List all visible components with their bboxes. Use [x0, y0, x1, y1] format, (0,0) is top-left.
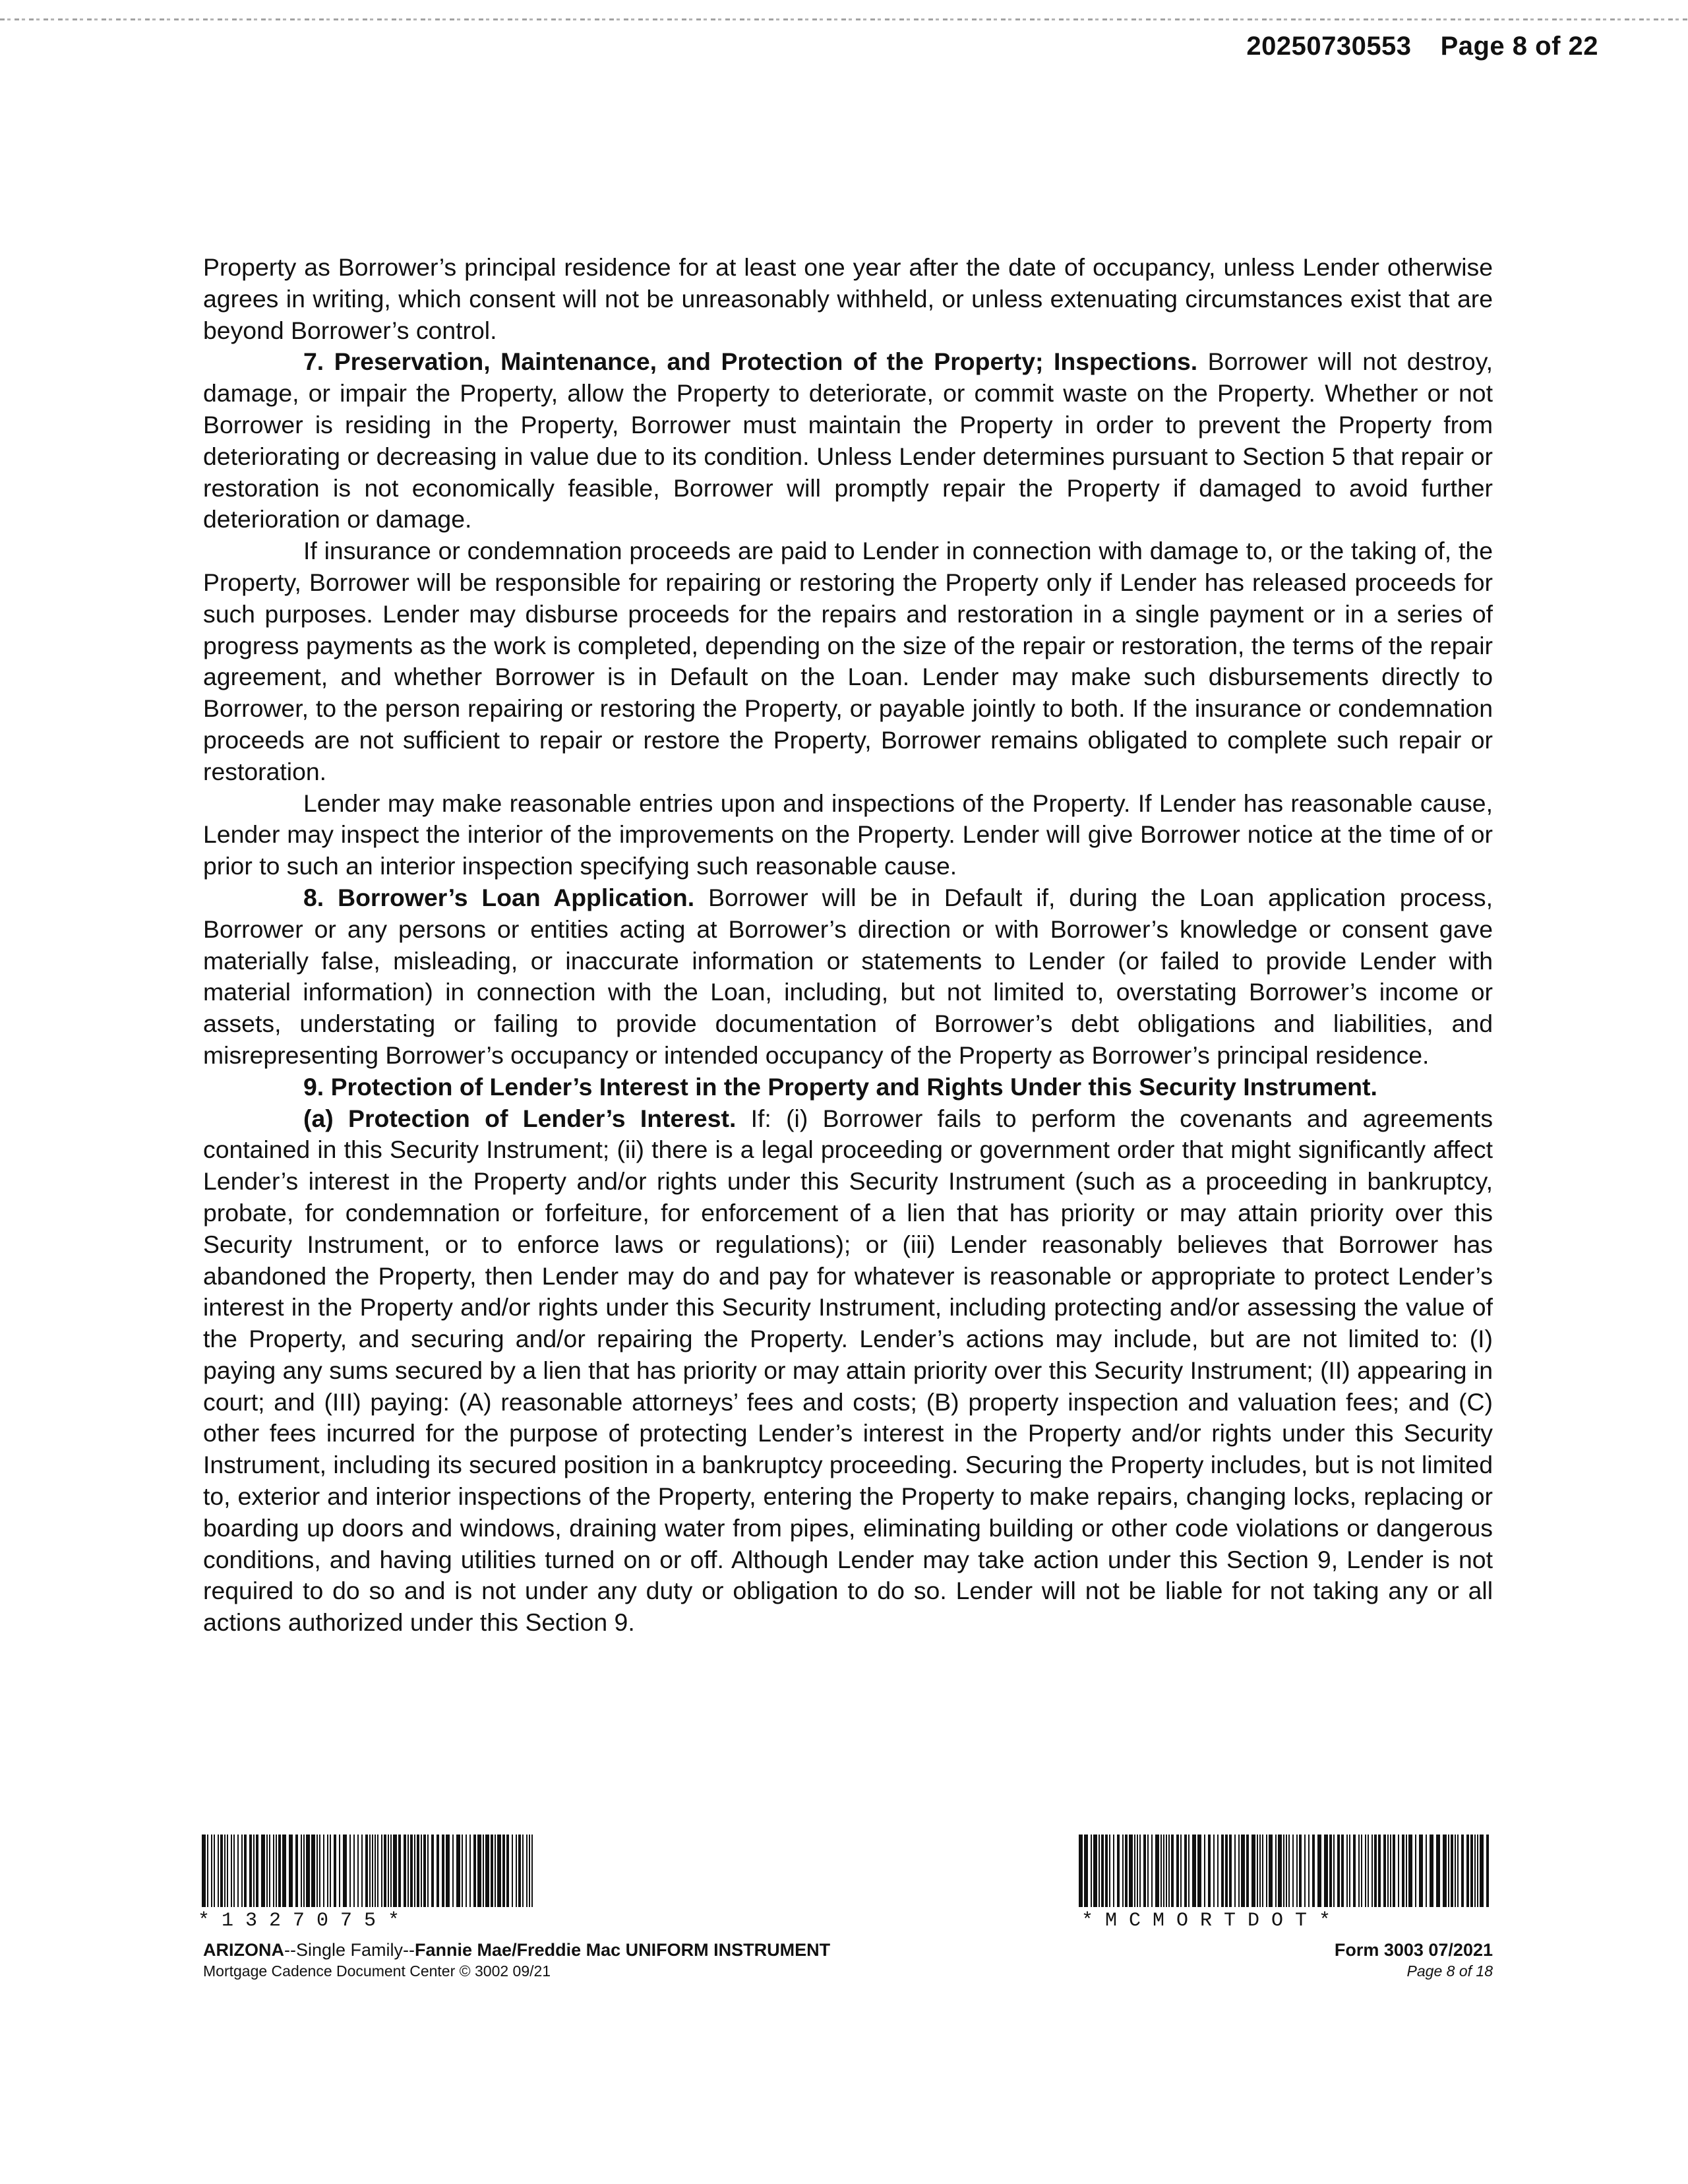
barcode-bar	[1390, 1835, 1391, 1907]
barcode-bar	[1269, 1835, 1273, 1907]
barcode-bar	[1176, 1835, 1179, 1907]
barcode-bar	[1139, 1835, 1141, 1907]
barcode-bar	[473, 1835, 476, 1907]
barcode-bar	[469, 1835, 471, 1907]
barcode-bar	[202, 1835, 206, 1907]
barcode-bar	[1147, 1835, 1149, 1907]
barcode-bar	[1251, 1835, 1255, 1907]
barcode-bar	[1241, 1835, 1245, 1907]
footer-property-type: --Single Family--	[284, 1940, 415, 1960]
barcode-bar	[357, 1835, 359, 1907]
barcode-bar	[404, 1835, 406, 1907]
barcode-bar	[1129, 1835, 1133, 1907]
barcode-bar	[1166, 1835, 1167, 1907]
barcode-bar	[1259, 1835, 1261, 1907]
barcode-bar	[361, 1835, 363, 1907]
barcode-bar	[1257, 1835, 1258, 1907]
barcode-bar	[1346, 1835, 1348, 1907]
barcode-bar	[1333, 1835, 1335, 1907]
barcode-bar	[1480, 1835, 1484, 1907]
footer-form-number: Form 3003 07/2021	[1334, 1940, 1493, 1960]
barcode-bar	[1134, 1835, 1135, 1907]
section-9a-text: If: (i) Borrower fails to perform the covenants and agreements contained in this Security Instrument; (ii) there is a legal proceeding or government order that might significantly affect Lender’s interest in the Property and/or rights under this Security Instrument (such as a proceeding in bankruptcy, probate, for condemnation or forfeiture, for enforcement of a lien that has priority or may attain priority over this Security Instrument, or to enforce laws or regulations); or (iii) Lender reasonably believes that Borrower has abandoned the Property, then Lender may do and pay for whatever is reasonable or appropriate to protect Lender’s interest in the Property and/or rights under this Security Instrument, including protecting and/or assessing the value of the Property, and securing and/or repairing the Property. Lender’s actions may include, but are not limited to: (I) paying any sums secured by a lien that has priority or may attain priority over this Security Instrument; (II) appearing in court; and (III) paying: (A) reasonable attorneys’ fees and costs; (B) property inspection and valuation fees; and (C) other fees incurred for the purpose of protecting Lender’s interest in the Property and/or rights under this Security Instrument, including its secured position in a bankruptcy proceeding. Securing the Property includes, but is not limited to, exterior and interior inspections of the Property, entering the Property to make repairs, changing locks, replacing or boarding up doors and windows, draining water from pipes, eliminating building or other code violations or dangerous conditions, and having utilities turned on or off. Although Lender may take action under this Section 9, Lender is not required to do so and is not under any duty or obligation to do so. Lender will not be liable for not taking any or all actions authorized under this Section 9.	[203, 1104, 1493, 1637]
barcode-bar	[227, 1835, 228, 1907]
barcode-bar	[218, 1835, 219, 1907]
barcode-bar	[1408, 1835, 1412, 1907]
scan-edge-rule	[0, 18, 1688, 20]
barcode-bar	[1168, 1835, 1170, 1907]
barcode-bar	[276, 1835, 277, 1907]
barcode-bar	[372, 1835, 373, 1907]
barcode-bar	[253, 1835, 255, 1907]
barcode-bar	[1374, 1835, 1377, 1907]
barcode-bar	[1125, 1835, 1128, 1907]
barcode-bar	[516, 1835, 517, 1907]
barcode-bar	[410, 1835, 413, 1907]
barcode-bar	[522, 1835, 524, 1907]
barcode-bar	[1091, 1835, 1092, 1907]
barcode-bar	[1283, 1835, 1284, 1907]
barcode-bar	[483, 1835, 484, 1907]
barcode-bar	[1457, 1835, 1459, 1907]
barcode-bar	[393, 1835, 397, 1907]
barcode-bar	[303, 1835, 305, 1907]
barcode-bar	[417, 1835, 419, 1907]
barcode-bar	[1461, 1835, 1464, 1907]
form-code-barcode-caption: * M C M O R T D O T *	[1081, 1910, 1331, 1932]
barcode-bar	[446, 1835, 450, 1907]
barcode-bar	[1160, 1835, 1162, 1907]
section-8-text: Borrower will be in Default if, during the Loan application process, Borrower or any persons or entities acting at Borrower’s direction or with Borrower’s knowledge or consent gave materially false, misleading, or inaccurate information or statements to Lender (or failed to provide Lender with material information) in connection with the Loan, including, but not limited to, overstating Borrower’s income or assets, understating or failing to provide documentation of Borrower’s debt obligations and liabilities, and misrepresenting Borrower’s occupancy or intended occupancy of the Property as Borrower’s principal residence.	[203, 883, 1493, 1069]
document-number: 20250730553	[1246, 32, 1412, 61]
barcode-bar	[233, 1835, 235, 1907]
barcode-bar	[1137, 1835, 1138, 1907]
barcode-bar	[1349, 1835, 1350, 1907]
barcode-bar	[1451, 1835, 1453, 1907]
barcode-bar	[1151, 1835, 1153, 1907]
barcode-bar	[1358, 1835, 1360, 1907]
barcode-bar	[289, 1835, 293, 1907]
inspections-paragraph: Lender may make reasonable entries upon and inspections of the Property. If Lender has reasonable cause, Lender may inspect the interior of the improvements on the Property. Lender will give Borrower notice at the time of or prior to such an interior inspection specifying such reasonable cause.	[203, 789, 1493, 880]
barcode-bar	[1317, 1835, 1321, 1907]
section-9-paragraph	[203, 1072, 1493, 1103]
barcode-bar	[244, 1835, 247, 1907]
barcode-bar	[1217, 1835, 1219, 1907]
section-9a-heading: Protection of Lender’s Interest.	[348, 1104, 737, 1132]
barcode-bar	[442, 1835, 444, 1907]
barcode-bar	[1143, 1835, 1146, 1907]
barcode-bar	[1188, 1835, 1190, 1907]
insurance-proceeds-paragraph: If insurance or condemnation proceeds are paid to Lender in connection with damage to, or the taking of, the Property, Borrower will be responsible for repairing or restoring the Property only if Lender has released proceeds for such purposes. Lender may disburse proceeds for the repairs and restoration in a single payment or in a series of progress payments as the work is completed, depending on the size of the repair or restoration, the terms of the repair agreement, and whether Borrower is in Default on the Loan. Lender may make such disbursements directly to Borrower, to the person repairing or restoring the Property, or payable jointly to both. If the insurance or condemnation proceeds are not sufficient to repair or restore the Property, Borrower remains obligated to complete such repair or restoration.	[203, 537, 1493, 785]
barcode-bar	[1448, 1835, 1449, 1907]
barcode-bar	[1163, 1835, 1164, 1907]
barcode-bar	[1117, 1835, 1120, 1907]
barcode-bar	[477, 1835, 481, 1907]
barcode-bar	[1387, 1835, 1389, 1907]
barcode-bar	[1402, 1835, 1404, 1907]
section-8-heading: Borrower’s Loan Application.	[338, 883, 695, 911]
barcode-bar	[1430, 1835, 1433, 1907]
barcode-bar	[531, 1835, 533, 1907]
barcode-bar	[437, 1835, 439, 1907]
barcode-bar	[319, 1835, 320, 1907]
barcode-bar	[1208, 1835, 1211, 1907]
barcode-bar	[1443, 1835, 1447, 1907]
barcode-bar	[1486, 1835, 1489, 1907]
barcode-bar	[220, 1835, 223, 1907]
barcode-bar	[1398, 1835, 1399, 1907]
barcode-bar	[1266, 1835, 1267, 1907]
barcode-bar	[323, 1835, 324, 1907]
barcode-bar	[1426, 1835, 1427, 1907]
barcode-bar	[1171, 1835, 1174, 1907]
barcode-bar	[266, 1835, 268, 1907]
barcode-bar	[343, 1835, 347, 1907]
barcode-bar	[423, 1835, 426, 1907]
barcode-bar	[1419, 1835, 1423, 1907]
barcode-bar	[269, 1835, 270, 1907]
barcode-bar	[1361, 1835, 1362, 1907]
loan-number-barcode-caption: * 1 3 2 7 0 7 5 *	[198, 1910, 400, 1932]
barcode-bar	[207, 1835, 208, 1907]
barcode-bar	[502, 1835, 505, 1907]
intro-paragraph: Property as Borrower’s principal residence for at least one year after the date of occupancy, unless Lender otherwise agrees in writing, which consent will not be unreasonably withheld, or unless extenuating circumstances exist that are beyond Borrower’s control.	[203, 253, 1493, 344]
barcode-bar	[485, 1835, 489, 1907]
barcode-bar	[1477, 1835, 1478, 1907]
barcode-bar	[1436, 1835, 1440, 1907]
barcode-bar	[452, 1835, 454, 1907]
barcode-bar	[1365, 1835, 1366, 1907]
barcode-bar	[1308, 1835, 1310, 1907]
barcode-bar	[1234, 1835, 1236, 1907]
barcode-bar	[306, 1835, 310, 1907]
barcode-bar	[282, 1835, 286, 1907]
barcode-bar	[1329, 1835, 1332, 1907]
barcode-bar	[1393, 1835, 1395, 1907]
barcode-bar	[398, 1835, 401, 1907]
barcode-bar	[211, 1835, 212, 1907]
recording-header	[1246, 32, 1598, 61]
barcode-bar	[512, 1835, 513, 1907]
barcode-bar	[256, 1835, 258, 1907]
barcode-bar	[491, 1835, 493, 1907]
barcode-bar	[1225, 1835, 1228, 1907]
barcode-bar	[1213, 1835, 1215, 1907]
barcode-bar	[1262, 1835, 1263, 1907]
footer-instrument-title	[203, 1939, 830, 1961]
barcode-bar	[1296, 1835, 1298, 1907]
section-7-paragraph	[203, 346, 1493, 535]
barcode-bar	[214, 1835, 215, 1907]
barcode-bar	[1093, 1835, 1097, 1907]
footer-form-info	[1335, 1939, 1493, 1981]
barcode-bar	[1180, 1835, 1182, 1907]
barcode-bar	[529, 1835, 530, 1907]
barcode-bar	[1246, 1835, 1249, 1907]
section-8-number: 8.	[303, 883, 324, 911]
barcode-bar	[278, 1835, 281, 1907]
barcode-bar	[1275, 1835, 1277, 1907]
barcode-bar	[349, 1835, 351, 1907]
barcode-bar	[375, 1835, 376, 1907]
barcode-bar	[1204, 1835, 1205, 1907]
barcode-bar	[495, 1835, 496, 1907]
barcode-bar	[1353, 1835, 1356, 1907]
barcode-bar	[327, 1835, 328, 1907]
barcode-bar	[427, 1835, 429, 1907]
barcode-bar	[1337, 1835, 1340, 1907]
barcode-bar	[365, 1835, 368, 1907]
recording-page-label: Page 8 of 22	[1440, 32, 1598, 61]
barcode-bar	[1341, 1835, 1344, 1907]
barcode-bar	[369, 1835, 371, 1907]
barcode-bar	[1466, 1835, 1469, 1907]
section-7-number: 7.	[303, 348, 324, 376]
barcode-bar	[301, 1835, 302, 1907]
barcode-bar	[407, 1835, 409, 1907]
barcode-bar	[388, 1835, 389, 1907]
barcode-bar	[334, 1835, 336, 1907]
barcode-bar	[462, 1835, 463, 1907]
barcode-bar	[339, 1835, 340, 1907]
section-9-heading: Protection of Lender’s Interest in the Property and Rights Under this Security Instrument.	[330, 1072, 1377, 1101]
barcode-bar	[1474, 1835, 1476, 1907]
barcode-bar	[1299, 1835, 1302, 1907]
section-7-text: Borrower will not destroy, damage, or impair the Property, allow the Property to deteriorate, or commit waste on the Property. Whether or not Borrower is residing in the Property, Borrower must maintain the Property in order to prevent the Property from deteriorating or decreasing in value due to its condition. Unless Lender determines pursuant to Section 5 that repair or restoration is not economically feasible, Borrower will promptly repair the Property if damaged to avoid further deterioration or damage.	[203, 348, 1493, 533]
barcode-bar	[330, 1835, 331, 1907]
barcode-bar	[1197, 1835, 1201, 1907]
barcode-bar	[1122, 1835, 1124, 1907]
barcode-bar	[431, 1835, 434, 1907]
barcode-bar	[1372, 1835, 1373, 1907]
barcode-bar	[249, 1835, 252, 1907]
barcode-bar	[316, 1835, 318, 1907]
barcode-bar	[1238, 1835, 1240, 1907]
barcode-bar	[311, 1835, 315, 1907]
barcode-bar	[377, 1835, 378, 1907]
footer-document-center: Mortgage Cadence Document Center © 3002 09/21	[203, 1962, 551, 1980]
document-body	[203, 252, 1493, 1639]
barcode-bar	[518, 1835, 521, 1907]
barcode-bar	[384, 1835, 386, 1907]
barcode-bar	[353, 1835, 355, 1907]
barcode-bar	[1415, 1835, 1416, 1907]
barcode-bar	[1470, 1835, 1473, 1907]
barcode-bar	[526, 1835, 528, 1907]
footer-form-title	[203, 1939, 830, 1981]
barcode-bar	[1288, 1835, 1290, 1907]
barcode-bar	[1155, 1835, 1159, 1907]
barcode-bar	[1278, 1835, 1282, 1907]
section-8-paragraph	[203, 882, 1493, 1072]
barcode-bar	[241, 1835, 243, 1907]
barcode-bar	[1286, 1835, 1287, 1907]
section-9a-paragraph	[203, 1103, 1493, 1639]
barcode-bar	[506, 1835, 509, 1907]
barcode-bar	[1304, 1835, 1306, 1907]
barcode-bar	[456, 1835, 460, 1907]
barcode-bar	[1109, 1835, 1110, 1907]
barcode-bar	[224, 1835, 226, 1907]
section-9a-label: (a)	[303, 1104, 334, 1132]
barcode-bar	[1312, 1835, 1315, 1907]
barcode-bar	[1378, 1835, 1381, 1907]
barcode-bar	[231, 1835, 232, 1907]
barcode-bar	[497, 1835, 501, 1907]
barcode-bar	[390, 1835, 392, 1907]
footer-instrument-name: Fannie Mae/Freddie Mac UNIFORM INSTRUMENT	[415, 1940, 831, 1960]
barcode-bar	[1105, 1835, 1108, 1907]
footer-form-page: Page 8 of 18	[1406, 1962, 1493, 1980]
barcode-bar	[381, 1835, 382, 1907]
barcode-bar	[1079, 1835, 1083, 1907]
barcode-bar	[1113, 1835, 1114, 1907]
form-code-barcode	[1079, 1835, 1493, 1907]
barcode-bar	[261, 1835, 265, 1907]
barcode-bar	[1192, 1835, 1196, 1907]
section-7-heading: Preservation, Maintenance, and Protection of the Property; Inspections.	[334, 348, 1198, 376]
barcode-bar	[1292, 1835, 1294, 1907]
barcode-bar	[1084, 1835, 1088, 1907]
barcode-bar	[1184, 1835, 1187, 1907]
barcode-bar	[1229, 1835, 1232, 1907]
barcode-bar	[1406, 1835, 1407, 1907]
barcode-bar	[237, 1835, 239, 1907]
barcode-bar	[1099, 1835, 1100, 1907]
footer-state: ARIZONA	[203, 1940, 284, 1960]
loan-number-barcode	[202, 1835, 537, 1907]
barcode-bar	[414, 1835, 415, 1907]
barcode-bar	[295, 1835, 298, 1907]
barcode-bar	[273, 1835, 274, 1907]
barcode-bar	[466, 1835, 467, 1907]
barcode-bar	[1368, 1835, 1369, 1907]
barcode-bar	[1221, 1835, 1224, 1907]
barcode-bar	[421, 1835, 422, 1907]
barcode-bar	[1455, 1835, 1456, 1907]
barcode-bar	[1383, 1835, 1386, 1907]
barcode-bar	[1324, 1835, 1328, 1907]
section-9-number: 9.	[303, 1072, 324, 1101]
barcode-bar	[1101, 1835, 1104, 1907]
